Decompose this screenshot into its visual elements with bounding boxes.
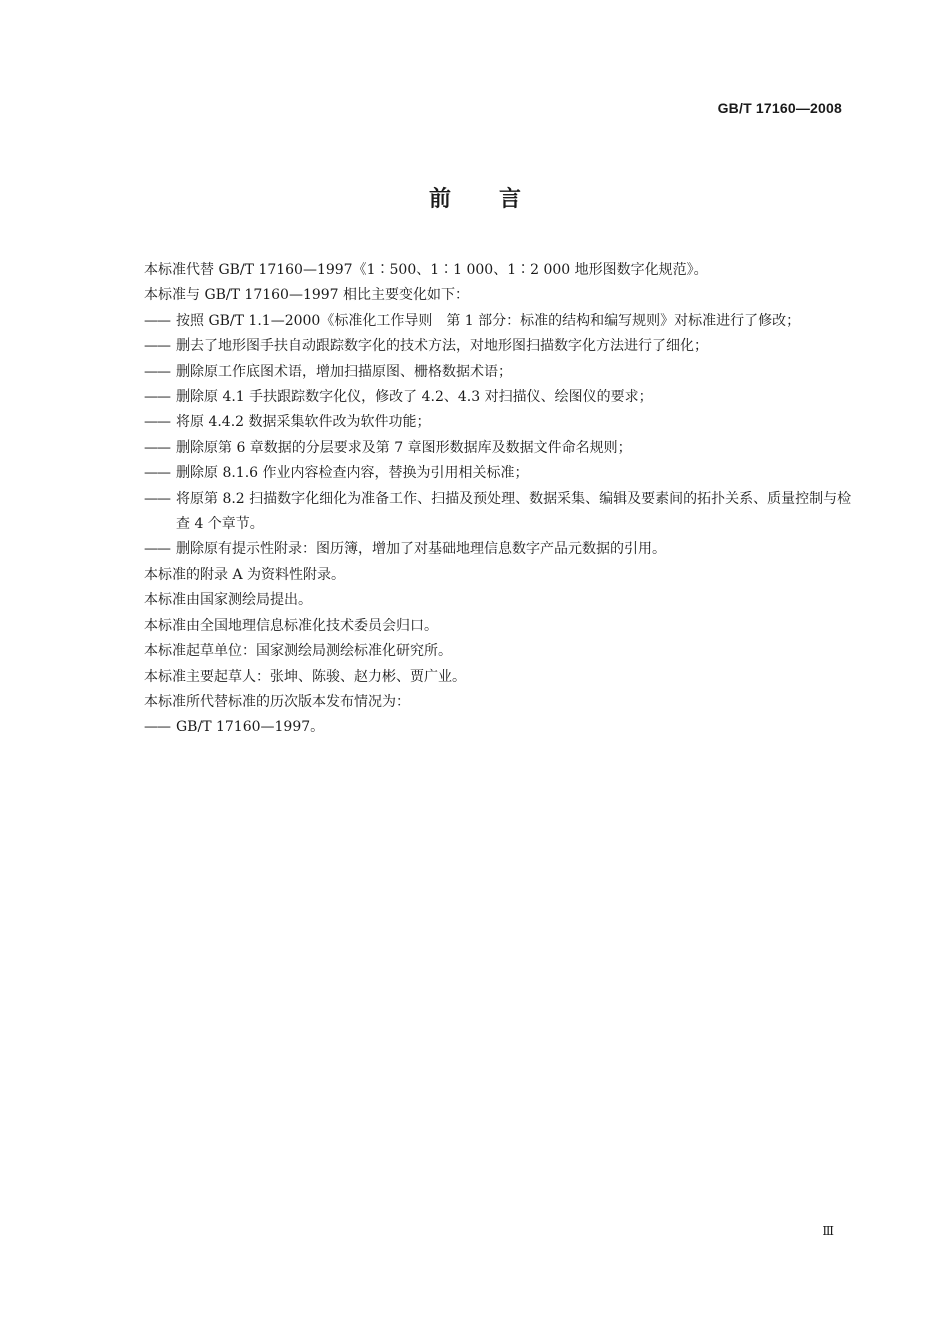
- page-title: 前言: [428, 187, 569, 212]
- list-item: [144, 436, 854, 461]
- list-item-text: 删除原工作底图术语，增加扫描原图、栅格数据术语；: [176, 363, 512, 380]
- paragraph: 本标准与 GB/T 17160—1997 相比主要变化如下：: [144, 287, 470, 304]
- list-item-text: 将原 4.4.2 数据采集软件改为软件功能；: [176, 414, 431, 431]
- list-item: [144, 385, 854, 410]
- list-item: [144, 309, 854, 334]
- list-item: [144, 461, 854, 486]
- list-item: [144, 360, 854, 385]
- list-item: [144, 410, 854, 435]
- list-item-text: 将原第 8.2 扫描数字化细化为准备工作、扫描及预处理、数据采集、编辑及要素间的拓扑关系、质量控制与检查 4 个章节。: [176, 490, 852, 533]
- paragraph: 本标准代替 GB/T 17160—1997《1∶500、1∶1 000、1∶2 000 地形图数字化规范》。: [144, 262, 708, 278]
- list-item: [144, 715, 854, 740]
- paragraph: 本标准主要起草人：张坤、陈骏、赵力彬、贾广业。: [144, 668, 466, 685]
- dash-marker: ——: [144, 414, 170, 431]
- foreword-body: [144, 258, 854, 741]
- dash-marker: ——: [144, 389, 170, 406]
- dash-marker: ——: [144, 541, 170, 558]
- paragraph: 本标准起草单位：国家测绘局测绘标准化研究所。: [144, 643, 452, 660]
- dash-marker: ——: [144, 465, 170, 482]
- paragraph: 本标准的附录 A 为资料性附录。: [144, 566, 346, 583]
- standard-code: GB/T 17160—2008: [717, 100, 842, 116]
- list-item-text: 删去了地形图手扶自动跟踪数字化的技术方法，对地形图扫描数字化方法进行了细化；: [176, 338, 708, 355]
- paragraph: 本标准由全国地理信息标准化技术委员会归口。: [144, 617, 438, 634]
- list-item: [144, 487, 854, 538]
- page-number: Ⅲ: [822, 1224, 834, 1238]
- list-item-text: 删除原第 6 章数据的分层要求及第 7 章图形数据库及数据文件命名规则；: [176, 439, 632, 456]
- dash-marker: ——: [144, 312, 170, 329]
- list-item-text: 删除原 4.1 手扶跟踪数字化仪，修改了 4.2、4.3 对扫描仪、绘图仪的要求；: [176, 389, 653, 406]
- dash-marker: ——: [144, 439, 170, 456]
- dash-marker: ——: [144, 719, 170, 736]
- list-item-text: 删除原 8.1.6 作业内容检查内容，替换为引用相关标准；: [176, 465, 529, 482]
- list-item: [144, 334, 854, 359]
- paragraph: 本标准由国家测绘局提出。: [144, 592, 312, 609]
- dash-marker: ——: [144, 490, 170, 507]
- list-item-text: 删除原有提示性附录：图历簿，增加了对基础地理信息数字产品元数据的引用。: [176, 541, 666, 558]
- dash-marker: ——: [144, 363, 170, 380]
- paragraph: 本标准所代替标准的历次版本发布情况为：: [144, 693, 410, 710]
- dash-marker: ——: [144, 338, 170, 355]
- list-item: [144, 537, 854, 562]
- list-item-text: GB/T 17160—1997。: [176, 719, 325, 736]
- list-item-text: 按照 GB/T 1.1—2000《标准化工作导则 第 1 部分：标准的结构和编写规则》对标准进行了修改；: [176, 312, 801, 329]
